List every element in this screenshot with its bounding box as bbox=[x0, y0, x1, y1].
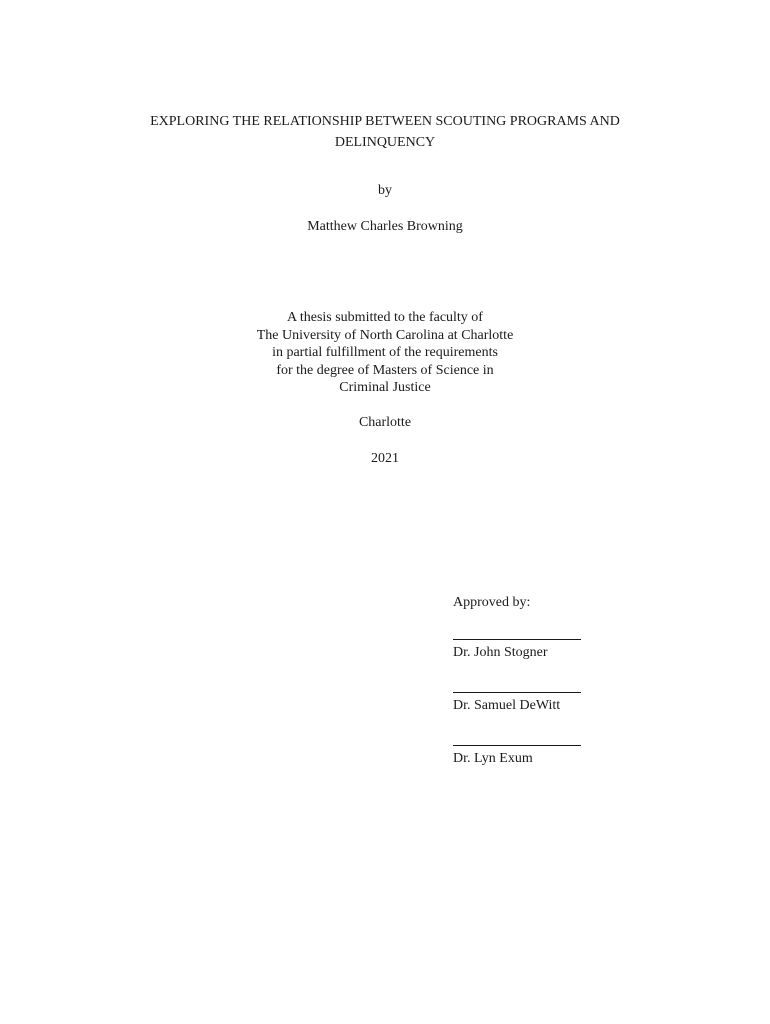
committee-member-name: Dr. Lyn Exum bbox=[453, 751, 533, 766]
author-name: Matthew Charles Browning bbox=[307, 219, 463, 234]
signature-line bbox=[453, 745, 581, 746]
statement-line-3: in partial fulfillment of the requirements bbox=[272, 345, 498, 361]
thesis-title-line-2: DELINQUENCY bbox=[334, 135, 436, 150]
signature-line bbox=[453, 639, 581, 640]
statement-line-2: The University of North Carolina at Charlotte bbox=[256, 327, 514, 343]
signature-line bbox=[453, 692, 581, 693]
year: 2021 bbox=[371, 451, 399, 466]
submission-statement bbox=[0, 309, 770, 397]
committee-member-name: Dr. Samuel DeWitt bbox=[453, 698, 561, 713]
approval-block bbox=[453, 594, 653, 768]
by-label: by bbox=[378, 183, 392, 198]
approved-by-label: Approved by: bbox=[453, 595, 531, 610]
committee-member-name: Dr. John Stogner bbox=[453, 645, 548, 660]
statement-line-1: A thesis submitted to the faculty of bbox=[287, 310, 483, 325]
statement-line-5: Criminal Justice bbox=[339, 380, 431, 396]
thesis-title bbox=[0, 111, 770, 153]
thesis-title-line-1: EXPLORING THE RELATIONSHIP BETWEEN SCOUTING PROGRAMS AND bbox=[150, 114, 620, 129]
statement-line-4: for the degree of Masters of Science in bbox=[276, 362, 494, 378]
place: Charlotte bbox=[358, 415, 412, 430]
